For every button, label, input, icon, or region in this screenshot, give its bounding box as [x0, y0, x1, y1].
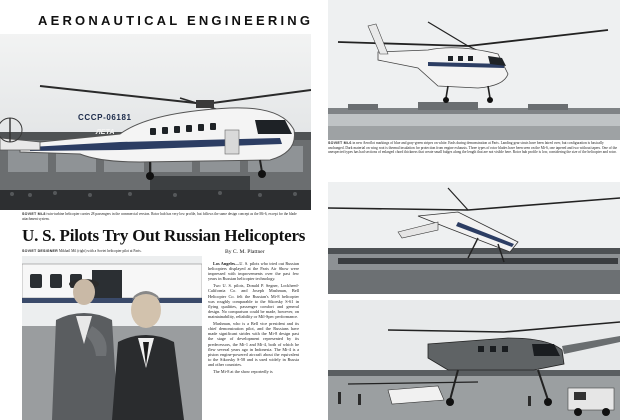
mi6-caption-text: in new Aeroflot markings of blue and gray-green stripes on white. Ends during demonstration at Paris. Landing gear struts have been faired over, but configuration is basically unchanged. Dark material on wing root is thermal insulation for protection from engine exhausts. Three types of rotor blades have been seen on the Mi-6, one tapered and two without tapers. One of the unexpected types has had sections of enlarged chord thickness that create small bulges along the length that are not visible here. Rotor hub profile is low, considering the size of the helicopter and rotor.: [328, 141, 618, 155]
mi6-caption-label: SOVIET Mi-6: [328, 141, 352, 145]
article-paragraph: Mashman, who is a Bell vice president and its chief demonstration pilot, and the Russians have made significant strides with the Mi-8 design past the stage of development represented by its predecessors, the Mi-1 and Mi-4, both of which he flew several years ago in Indonesia. The Mi-4 is a piston engine-powered aircraft about the equivalent to the Sikorsky S-58 and is used widely in Russia and other countries.: [208, 320, 299, 368]
mi8-caption: [22, 212, 310, 221]
mi8-caption-text: twin-turbine helicopter carries 28 passengers in the commercial version. Rotor hub has very low profile, but follows the same design concept as the Mi-6, except for the blade attachment system.: [22, 212, 297, 221]
headline: U. S. Pilots Try Out Russian Helicopters: [22, 226, 306, 245]
article-paragraph: Los Angeles—U. S. pilots who tried out Russian helicopters displayed at the Paris Air Show were impressed with improvements over the past few years in Russian helicopter technology.: [208, 261, 299, 282]
article-paragraph: Two U. S. pilots, Donald P. Segner, Lockheed-California Co. and Joseph Mashman, Bell Helicopter Co. felt the Russian's Mi-8 helicopter was roughly comparable to the Sikorsky S-61 in flying qualities, passenger comfort and general design. No comparison could be made, however, on maintainability, reliability or Mil-Spec performance.: [208, 283, 299, 320]
article-paragraph: The Mi-8 at the show reportedly is: [213, 368, 273, 374]
mi6-caption: [328, 141, 618, 155]
mi8-photo: [0, 34, 311, 210]
tail-mark: ЛЕТА: [96, 129, 115, 136]
mi6-flight-photo: [328, 0, 620, 140]
article-body: [208, 261, 299, 376]
ground-helicopter-photo: [328, 300, 620, 420]
registration-mark: CCCP-06181: [78, 113, 132, 122]
mil-caption-label: SOVIET DESIGNER: [22, 249, 58, 253]
flying-crane-photo: [328, 182, 620, 294]
mi8-caption-label: SOVIET Mi-8: [22, 212, 46, 216]
section-title: AERONAUTICAL ENGINEERING: [38, 13, 314, 28]
mil-caption: [22, 249, 212, 254]
byline: By C. M. Plattner: [225, 249, 265, 255]
mil-portrait-photo: [22, 256, 202, 420]
mil-caption-text: Mikhail Mil (right) with a Soviet helicopter pilot at Paris.: [58, 249, 142, 253]
